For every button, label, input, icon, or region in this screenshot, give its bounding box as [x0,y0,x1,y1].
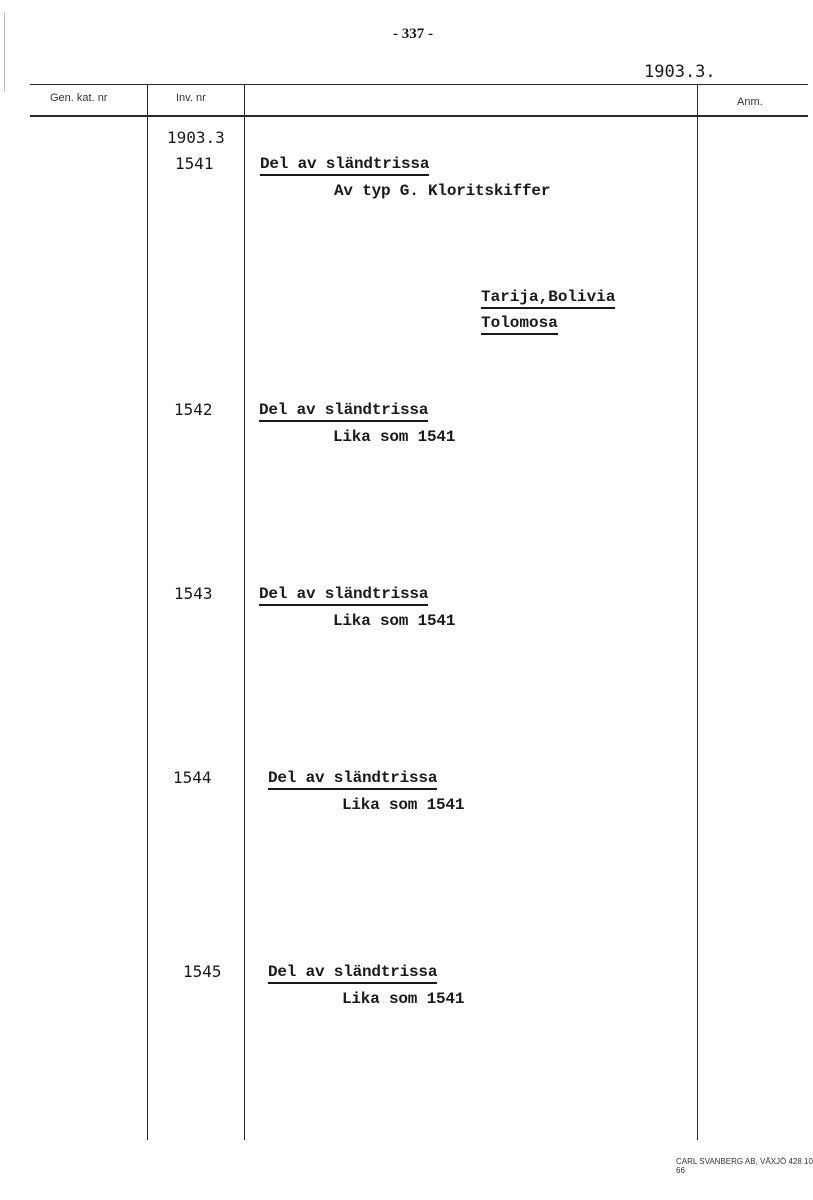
entry-title: Del av sländtrissa [259,401,428,422]
page-edge-line [4,12,5,92]
inventory-number: 1543 [174,584,213,603]
entry-title: Del av sländtrissa [268,963,437,984]
page-number: - 337 - [393,26,433,42]
entry-title: Del av sländtrissa [259,585,428,606]
column-divider-inv [244,84,245,1140]
year-heading: 1903.3. [644,62,716,82]
inventory-number: 1541 [175,154,214,173]
column-divider-gen-kat [147,84,148,1140]
inventory-year: 1903.3 [167,128,225,147]
header-inv-nr: Inv. nr [176,92,206,104]
entry-description: Lika som 1541 [342,990,465,1008]
entry-title: Del av sländtrissa [260,155,429,176]
inventory-number: 1545 [183,962,222,981]
printer-mark: CARL SVANBERG AB, VÄXJÖ 428 10 66 [676,1157,813,1175]
inventory-number: 1542 [174,400,213,419]
inventory-number: 1544 [173,768,212,787]
column-divider-anm [697,84,698,1140]
entry-description: Lika som 1541 [333,428,456,446]
entry-description: Lika som 1541 [333,612,456,630]
entry-description: Lika som 1541 [342,796,465,814]
header-gen-kat-nr: Gen. kat. nr [50,92,108,104]
location-place: Tarija,Bolivia [481,288,615,309]
entry-title: Del av sländtrissa [268,769,437,790]
header-anm: Anm. [737,96,763,108]
location-site: Tolomosa [481,314,558,335]
entry-description: Av typ G. Kloritskiffer [334,182,551,200]
